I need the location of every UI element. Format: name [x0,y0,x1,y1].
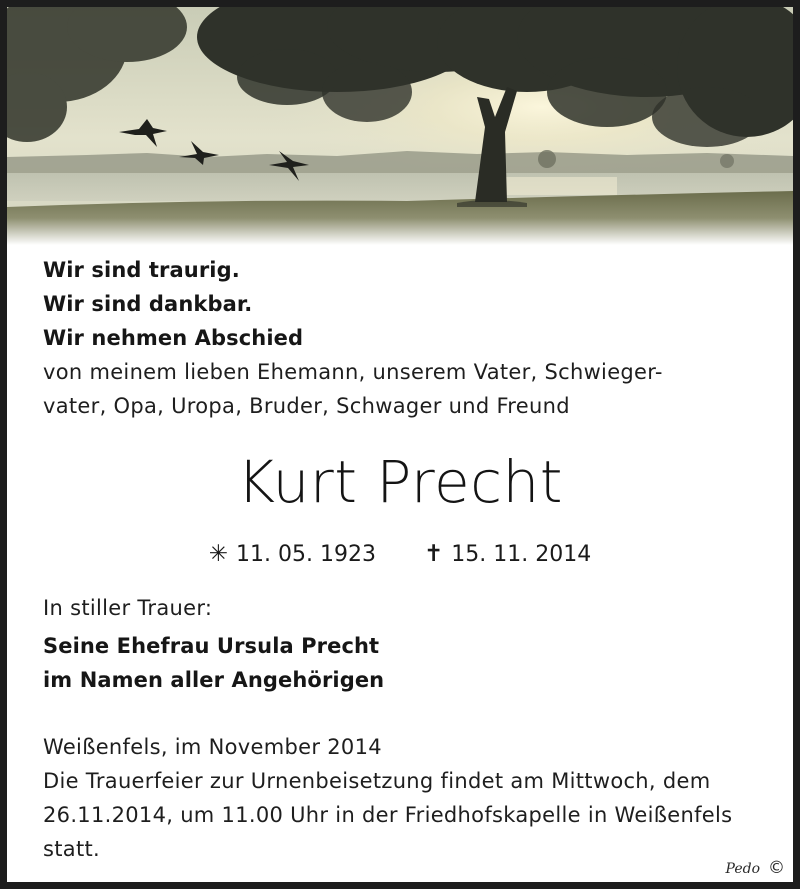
intro-line-sad: Wir sind traurig. [43,258,240,282]
intro-line-relations-1: von meinem lieben Ehemann, unserem Vater, Schwieger- [43,360,663,384]
ceremony-line-1: Die Trauerfeier zur Urnenbeisetzung findet am Mittwoch, dem [43,769,711,793]
mourning-label-block [43,591,763,625]
intro-text [43,253,763,423]
deceased-name: Kurt Precht [236,448,564,516]
life-dates [7,539,793,570]
funeral-details [43,730,773,866]
copyright-icon: © [768,858,785,878]
birth-date-group [209,539,376,570]
header-landscape-image [7,7,793,245]
intro-line-relations-2: vater, Opa, Uropa, Bruder, Schwager und Freund [43,394,570,418]
intro-line-grateful: Wir sind dankbar. [43,292,253,316]
death-date-group [424,539,591,570]
intro-line-farewell: Wir nehmen Abschied [43,326,304,350]
birth-date: 11. 05. 1923 [236,542,376,567]
mourning-label: In stiller Trauer: [43,596,213,620]
signature-line-2: im Namen aller Angehörigen [43,668,385,692]
signature-line-1: Seine Ehefrau Ursula Precht [43,634,380,658]
signature-block [43,629,763,697]
designer-signature: Pedo [725,861,760,877]
place-date-line: Weißenfels, im November 2014 [43,735,382,759]
death-cross-icon: ✝ [424,541,444,567]
ceremony-line-3: statt. [43,837,100,861]
birth-star-icon: ✳ [208,541,229,567]
ceremony-line-2: 26.11.2014, um 11.00 Uhr in der Friedhofskapelle in Weißenfels [43,803,733,827]
designer-credit [726,858,785,878]
death-date: 15. 11. 2014 [451,542,592,567]
